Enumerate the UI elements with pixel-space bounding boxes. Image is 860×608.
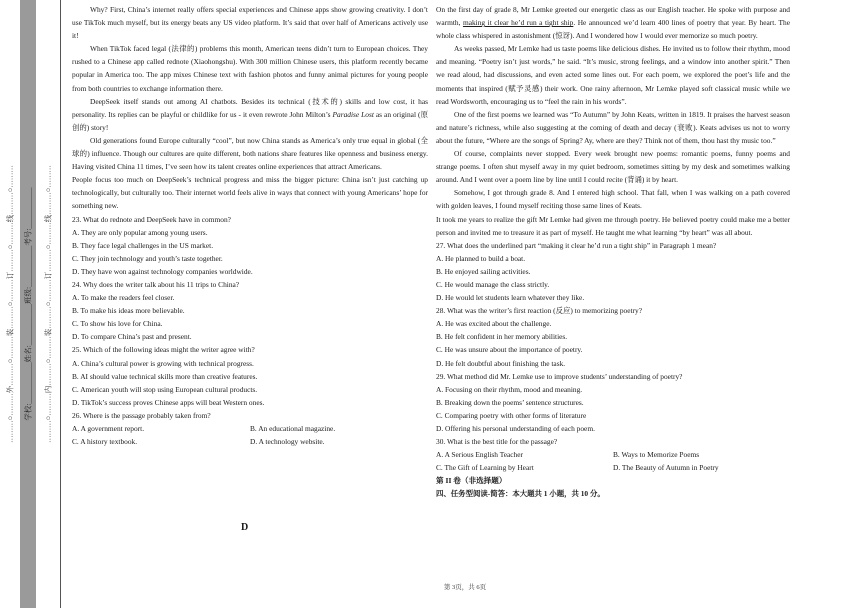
passage-d-paragraph-2: As weeks passed, Mr Lemke had us taste poems like delicious dishes. He invited us to follow their rhythm, mood and meaning. “Poetry isn’t just words,” he said. “It’s music, strong feelings, and a window into another spirit.” Then we read aloud, had discussions, and even acted some lines out. For each poem, we explored the poet’s life and the moments that inspired (赋予灵感) their work. One rainy afternoon, Mr Lemke played soft classical music while we read Wordsworth, encouraging us to “feel the rain in his words”. <box>436 44 790 106</box>
q30-options-row-2 <box>436 461 790 474</box>
passage-c-paragraph-1: Why? First, China’s internet really offers special experiences and Chinese apps show growing creativity. I don’t use TikTok much myself, but its energy beats any US video platform. It’s said that over half of Americans actively use it! <box>72 5 428 41</box>
q30-option-a[interactable]: A. A Serious English Teacher <box>436 450 523 460</box>
q29-option-b[interactable]: B. Breaking down the poems’ sentence structures. <box>436 397 584 407</box>
q23-option-c[interactable]: C. They join technology and youth’s taste together. <box>72 253 223 263</box>
binding-strip-gray <box>20 0 36 608</box>
p1-underlined-phrase: making it clear he’d run a tight ship <box>462 18 574 28</box>
q29-option-a[interactable]: A. Focusing on their rhythm, mood and meaning. <box>436 384 583 394</box>
q25-option-b[interactable]: B. AI should value technical skills more than creative features. <box>72 371 258 381</box>
passage-c-paragraph-3 <box>72 95 428 134</box>
q30-option-b[interactable]: B. Ways to Memorize Poems <box>613 450 700 460</box>
passage-d-paragraph-3: One of the first poems we learned was “To Autumn” by John Keats, written in 1819. It praises the harvest season and nature’s richness, while also suggesting at the coming of death and decay (衰败). Keats advises us not to worry about the future, “Where are the songs of Spring? Ay, where are they? Think not of them, thou hast thy music too.” <box>436 109 790 145</box>
p3-after: as an original (原创的) story! <box>72 109 428 132</box>
q26-option-c[interactable]: C. A history textbook. <box>72 437 138 447</box>
q26-options-row-2 <box>72 435 428 448</box>
binding-divider <box>60 0 61 608</box>
question-30: 30. What is the best title for the passage? <box>436 437 558 447</box>
passage-c-paragraph-4: Old generations found Europe culturally “cool”, but now China stands as America’s only true equal in global (全球的) influence. Though our cultures are quite different, both nations share features like openness and business energy. Having visited China 11 times, I’ve seen how its talent creates online experiences that attract Americans. <box>72 135 428 172</box>
passage-d-paragraph-5: Somehow, I got through grade 8. And I entered high school. That fall, when I was walking on a path covered with golden leaves, I found myself reciting those same lines of Keats. <box>436 188 790 211</box>
q25-option-a[interactable]: A. China’s cultural power is growing with technical progress. <box>72 358 254 368</box>
q29-option-d[interactable]: D. Offering his personal understanding of each poem. <box>436 424 595 433</box>
q27-option-d[interactable]: D. He would let students learn whatever they like. <box>436 293 585 303</box>
passage-d-label: D <box>241 522 249 533</box>
binding-outer-text: ………○………外………○………装………○………订………○………线………○……… <box>5 165 15 443</box>
q25-option-d[interactable]: D. TikTok’s success proves Chinese apps will beat Western ones. <box>72 397 265 407</box>
student-info-fields: 学校:___________姓名:___________班级:___________考号:___________ <box>23 187 33 421</box>
p1-before: On the first day of grade 8, Mr Lemke greeted our energetic class as our English teacher. He spoke with purpose and warmth, <box>436 5 790 28</box>
q26-options-row-1 <box>72 422 428 435</box>
p3-before: DeepSeek itself stands out among AI chatbots. Besides its technical (技术的) skills and low cost, it has personality. Its replies can be playful or childlike for us - it even rewrote John Milton’s <box>72 96 428 119</box>
q28-option-a[interactable]: A. He was excited about the challenge. <box>436 319 552 329</box>
question-29: 29. What method did Mr. Lemke use to improve students’ understanding of poetry? <box>436 371 683 381</box>
q27-option-c[interactable]: C. He would manage the class strictly. <box>436 279 550 289</box>
binding-inner-text: ………○………内………○………装………○………订………○………线………○……… <box>43 165 53 443</box>
q24-option-d[interactable]: D. To compare China’s past and present. <box>72 332 192 342</box>
right-column <box>436 3 790 501</box>
q23-option-b[interactable]: B. They face legal challenges in the US market. <box>72 240 214 250</box>
q28-option-b[interactable]: B. He felt confident in her memory abilities. <box>436 332 568 342</box>
q24-option-a[interactable]: A. To make the readers feel closer. <box>72 293 175 303</box>
q26-option-b[interactable]: B. An educational magazine. <box>250 424 336 433</box>
binding-strip-outer <box>0 0 20 608</box>
passage-d-paragraph-6: It took me years to realize the gift Mr Lemke had given me through poetry. He believed poetry could make me a better person and invited me to treasure it as part of myself. He taught me what learning “by heart” was all about. <box>436 214 790 237</box>
binding-strip-inner <box>36 0 60 608</box>
q23-option-a[interactable]: A. They are only popular among young users. <box>72 227 208 237</box>
passage-c-paragraph-5: People focus too much on DeepSeek’s technical progress and miss the bigger picture: China isn’t just catching up technologically, but culturally too. Their internet world feels alive in ways that connect with young Americans’ hope for something new. <box>72 175 428 211</box>
q25-option-c[interactable]: C. American youth will stop using European cultural products. <box>72 384 258 394</box>
page-number: 第 3页，共 6页 <box>443 584 487 591</box>
question-27: 27. What does the underlined part “making it clear he’d run a tight ship” in Paragraph 1 mean? <box>436 240 717 250</box>
passage-d-paragraph-1 <box>436 3 790 42</box>
q28-option-c[interactable]: C. He was unsure about the importance of poetry. <box>436 345 583 355</box>
q24-option-b[interactable]: B. To make his ideas more believable. <box>72 306 185 316</box>
q29-option-c[interactable]: C. Comparing poetry with other forms of literature <box>436 410 587 420</box>
section-4-heading: 四、任务型阅读-简答：本大题共 1 小题，共 10 分。 <box>436 489 605 499</box>
p1-after: . He announced we’d learn 400 lines of poetry that year. By heart. The whole class whispered in astonishment (惊讶). And I wondered how I would ever memorize so much poetry. <box>436 18 791 41</box>
page-footer <box>0 582 860 591</box>
p3-book-title: Paradise Lost <box>332 109 374 119</box>
q24-option-c[interactable]: C. To show his love for China. <box>72 319 163 329</box>
question-26: 26. Where is the passage probably taken from? <box>72 410 211 420</box>
q23-option-d[interactable]: D. They have won against technology companies worldwide. <box>72 266 253 276</box>
left-column <box>72 3 428 448</box>
q30-option-d[interactable]: D. The Beauty of Autumn in Poetry <box>613 463 719 473</box>
q27-option-b[interactable]: B. He enjoyed sailing activities. <box>436 266 531 276</box>
section-title: 第 II 卷（非选择题） <box>436 476 507 486</box>
question-24: 24. Why does the writer talk about his 11 trips to China? <box>72 279 240 289</box>
q30-options-row-1 <box>436 448 790 461</box>
q27-option-a[interactable]: A. He planned to build a boat. <box>436 253 526 263</box>
q28-option-d[interactable]: D. He felt doubtful about finishing the task. <box>436 358 566 368</box>
q26-option-a[interactable]: A. A government report. <box>72 424 145 433</box>
q26-option-d[interactable]: D. A technology website. <box>250 437 325 447</box>
passage-d-paragraph-4: Of course, complaints never stopped. Every week brought new poems: romantic poems, funny poems and strange poems. I often shut myself away in my quiet bedroom, sometimes sitting by my desk and sometimes walking around. And I went over a poem line by line until I could recite (背诵) it by heart. <box>436 149 790 185</box>
q30-option-c[interactable]: C. The Gift of Learning by Heart <box>436 463 534 473</box>
question-23: 23. What do rednote and DeepSeek have in common? <box>72 214 231 224</box>
passage-c-paragraph-2: When TikTok faced legal (法律的) problems this month, American teens didn’t turn to European choices. They rushed to a Chinese app called rednote (Xiaohongshu). With 300 million Chinese users, this platform recently became popular in America too. The app mixes Chinese text with fashion photos and funny animal pictures for young people from both countries to exchange information there. <box>72 44 428 93</box>
question-25: 25. Which of the following ideas might the writer agree with? <box>72 345 255 355</box>
question-28: 28. What was the writer’s first reaction (反应) to memorizing poetry? <box>436 306 642 316</box>
